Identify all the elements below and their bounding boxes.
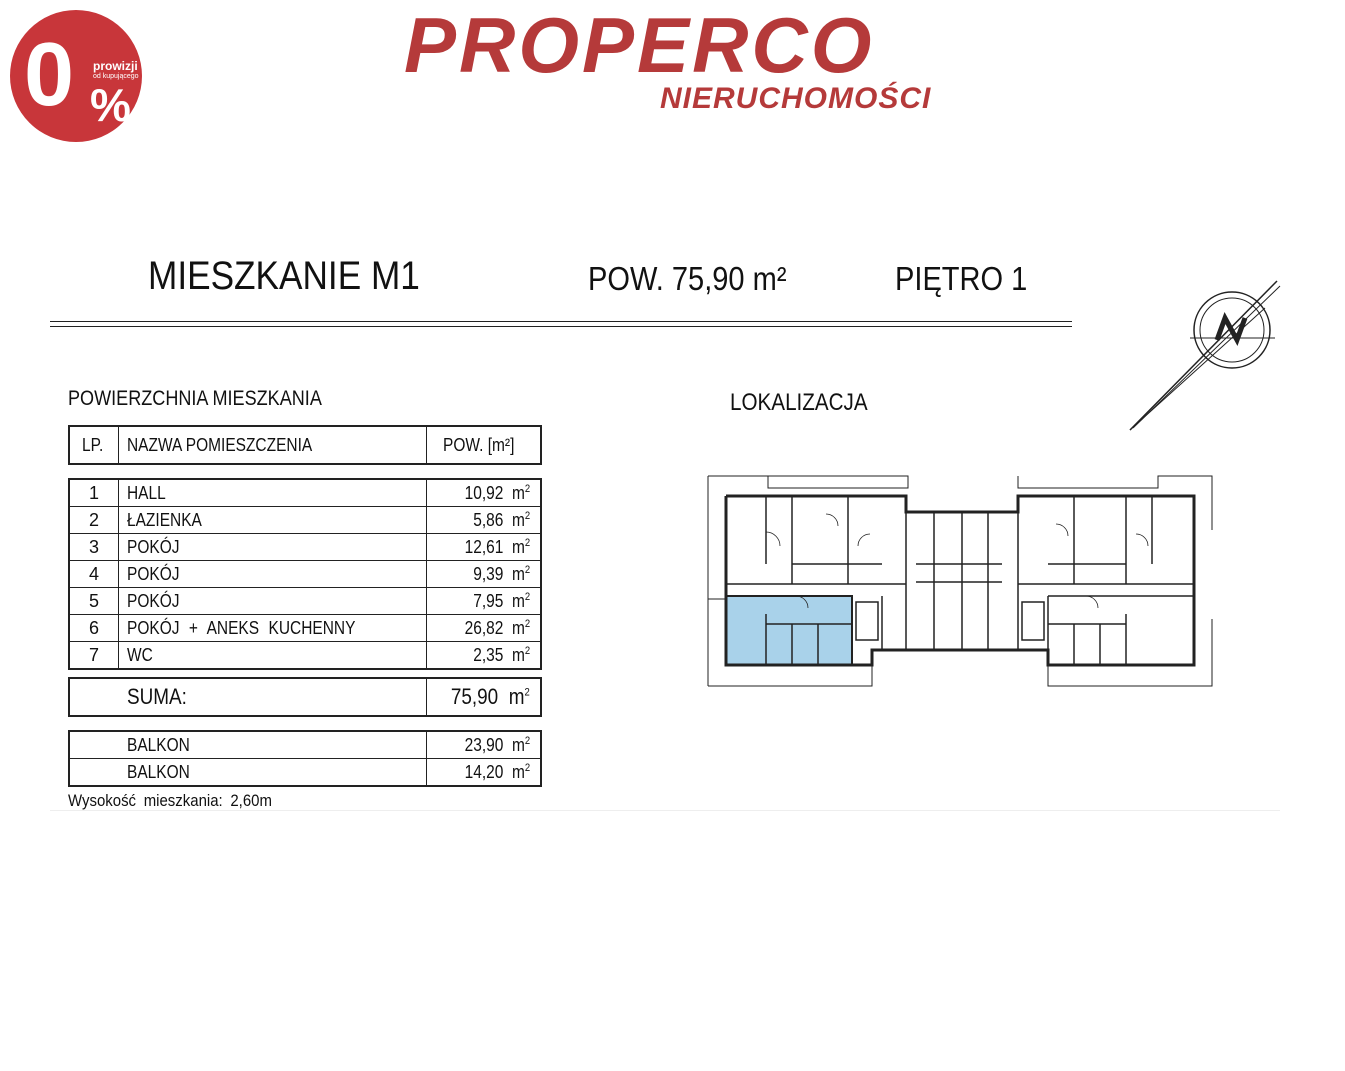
row-area: 10,92 $m^2$ [464, 483, 530, 503]
footer-divider [50, 810, 1280, 811]
row-area: 5,86 $m^2$ [473, 510, 530, 530]
table-row [70, 732, 540, 759]
sum-row [68, 677, 542, 717]
row-area: 26,82 $m^2$ [464, 618, 530, 638]
table-header [68, 425, 542, 465]
row-lp: 5 [70, 588, 119, 614]
table-row [70, 588, 540, 615]
row-name: HALL [119, 480, 427, 506]
col-lp-header: LP. [70, 427, 119, 463]
row-lp: 7 [70, 642, 119, 668]
row-lp: 2 [70, 507, 119, 533]
table-row [70, 534, 540, 561]
row-name: POKÓJ [119, 588, 427, 614]
row-area: 7,95 $m^2$ [473, 591, 530, 611]
area-section-heading: POWIERZCHNIA MIESZKANIA [68, 387, 322, 410]
col-name-header: NAZWA POMIESZCZENIA [119, 427, 427, 463]
row-name: BALKON [70, 759, 427, 785]
apartment-title: MIESZKANIE M1 [148, 254, 420, 298]
badge-zero: 0 [24, 25, 71, 125]
height-note: Wysokość mieszkania: 2,60m [68, 791, 272, 810]
row-area: 12,61 $m^2$ [464, 537, 530, 557]
table-row [70, 507, 540, 534]
location-section-heading: LOKALIZACJA [730, 389, 868, 416]
brand-subtitle: NIERUCHOMOŚCI [660, 82, 932, 115]
table-row [70, 615, 540, 642]
sum-value: 75,90 $m^2$ [451, 684, 530, 709]
badge-percent: % [90, 79, 131, 131]
row-lp: 3 [70, 534, 119, 560]
sum-label: SUMA: [70, 679, 427, 715]
row-lp: 4 [70, 561, 119, 587]
badge-line1: prowizji [93, 59, 138, 73]
col-area-header: POW. [m²] [443, 435, 515, 455]
rooms-table [68, 478, 542, 670]
table-row [70, 480, 540, 507]
row-area: 9,39 $m^2$ [473, 564, 530, 584]
table-row [70, 759, 540, 785]
apartment-area: POW. 75,90 m² [588, 260, 787, 297]
floor-plan-map [706, 474, 1216, 689]
row-area: 14,20 $m^2$ [464, 762, 530, 782]
balcony-table [68, 730, 542, 787]
brand-logo: PROPERCO [404, 1, 875, 89]
row-name: WC [119, 642, 427, 668]
row-name: ŁAZIENKA [119, 507, 427, 533]
row-area: 23,90 $m^2$ [464, 735, 530, 755]
table-row [70, 561, 540, 588]
zero-commission-badge [10, 10, 142, 142]
row-lp: 6 [70, 615, 119, 641]
row-name: BALKON [70, 732, 427, 758]
row-area: 2,35 $m^2$ [473, 645, 530, 665]
row-name: POKÓJ [119, 561, 427, 587]
table-row [70, 642, 540, 668]
header-divider-2 [50, 326, 1072, 327]
row-lp: 1 [70, 480, 119, 506]
north-arrow-icon [1125, 278, 1285, 438]
row-name: POKÓJ [119, 534, 427, 560]
apartment-floor: PIĘTRO 1 [895, 260, 1028, 297]
row-name: POKÓJ + ANEKS KUCHENNY [119, 615, 427, 641]
badge-line2: od kupującego [93, 73, 139, 80]
header-divider [50, 321, 1072, 322]
